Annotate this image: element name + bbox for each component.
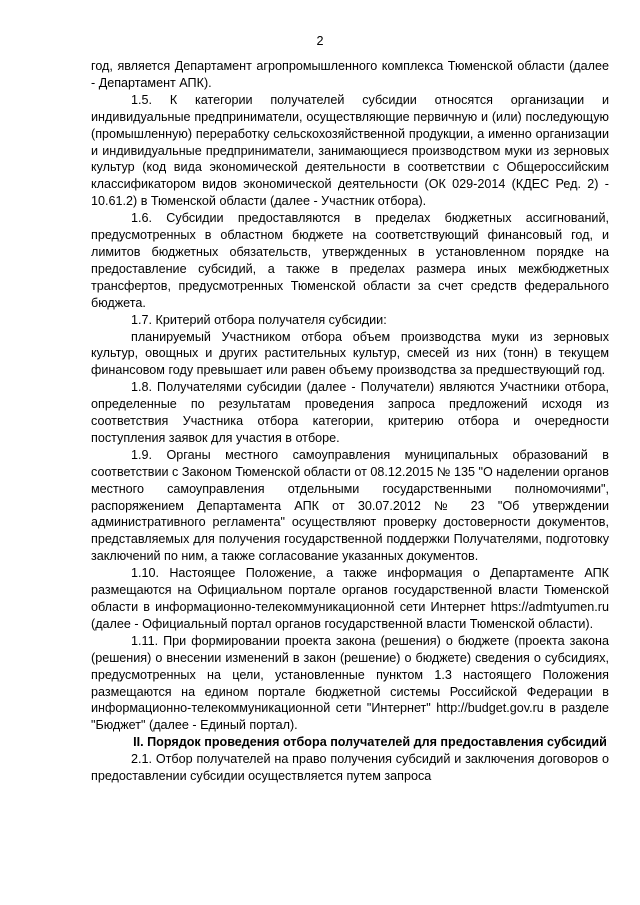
document-body <box>91 58 609 785</box>
paragraph-1-11: 1.11. При формировании проекта закона (решения) о бюджете (проекта закона (решения) о внесении изменений в закон (решение) о бюджете) сведения о субсидиях, предусмотренных на цели, установленные пунктом 1.3 настоящего Положения размещаются на едином портале бюджетной системы Российской Федерации в информационно-телекоммуникационной сети "Интернет" http://budget.gov.ru в разделе "Бюджет" (далее - Единый портал). <box>91 633 609 733</box>
paragraph-2-1: 2.1. Отбор получателей на право получения субсидий и заключения договоров о предоставлении субсидии осуществляется путем запроса <box>91 752 609 784</box>
paragraph-1-5: 1.5. К категории получателей субсидии относятся организации и индивидуальные предприниматели, осуществляющие первичную и (или) последующую (промышленную) переработку сельскохозяйственной продукции, а именно организации и индивидуальные предприниматели, занимающиеся производством муки из зерновых культур (код вида экономической деятельности в соответствии с Общероссийским классификатором видов экономической деятельности (ОК 029-2014 (КДЕС Ред. 2) - 10.61.2) в Тюменской области (далее - Участник отбора). <box>91 92 609 209</box>
paragraph-1-7-criterion: планируемый Участником отбора объем производства муки из зерновых культур, овощных и других растительных культур, смесей из них (тонн) в текущем финансовом году превышает или равен объему производства за предшествующий год. <box>91 329 609 378</box>
section-heading: II. Порядок проведения отбора получателей для предоставления субсидий <box>133 735 607 750</box>
paragraph-1-8: 1.8. Получателями субсидии (далее - Получатели) являются Участники отбора, определенные по результатам проведения запроса предложений исходя из соответствия Участника отбора категории, критерию отбора и очередности поступления заявок для участия в отборе. <box>91 380 609 445</box>
paragraph-1-10: 1.10. Настоящее Положение, а также информация о Департаменте АПК размещаются на Официальном портале органов государственной власти Тюменской области в информационно-телекоммуникационной сети Интернет https://admtyumen.ru (далее - Официальный портал органов государственной власти Тюменской области). <box>91 566 609 631</box>
page-number: 2 <box>316 34 324 48</box>
paragraph-continuation: год, является Департамент агропромышленного комплекса Тюменской области (далее - Департамент АПК). <box>91 59 609 90</box>
paragraph-1-9: 1.9. Органы местного самоуправления муниципальных образований в соответствии с Законом Тюменской области от 08.12.2015 № 135 "О наделении органов местного самоуправления отдельными государственными полномочиями", распоряжением Департамента АПК от 30.07.2012 № 23 "Об утверждении административного регламента" осуществляют проверку достоверности документов, представляемых для получения государственной поддержки Получателями, подготовку заключений по ним, а также согласование указанных документов. <box>91 447 609 564</box>
paragraph-1-7: 1.7. Критерий отбора получателя субсидии: <box>131 312 387 327</box>
paragraph-1-6: 1.6. Субсидии предоставляются в пределах бюджетных ассигнований, предусмотренных в областном бюджете на соответствующий финансовый год, и лимитов бюджетных обязательств, утвержденных в установленном порядке на предоставление субсидий, а также в пределах размера иных межбюджетных трансфертов, предусмотренных Тюменской области за счет средств федерального бюджета. <box>91 211 609 310</box>
